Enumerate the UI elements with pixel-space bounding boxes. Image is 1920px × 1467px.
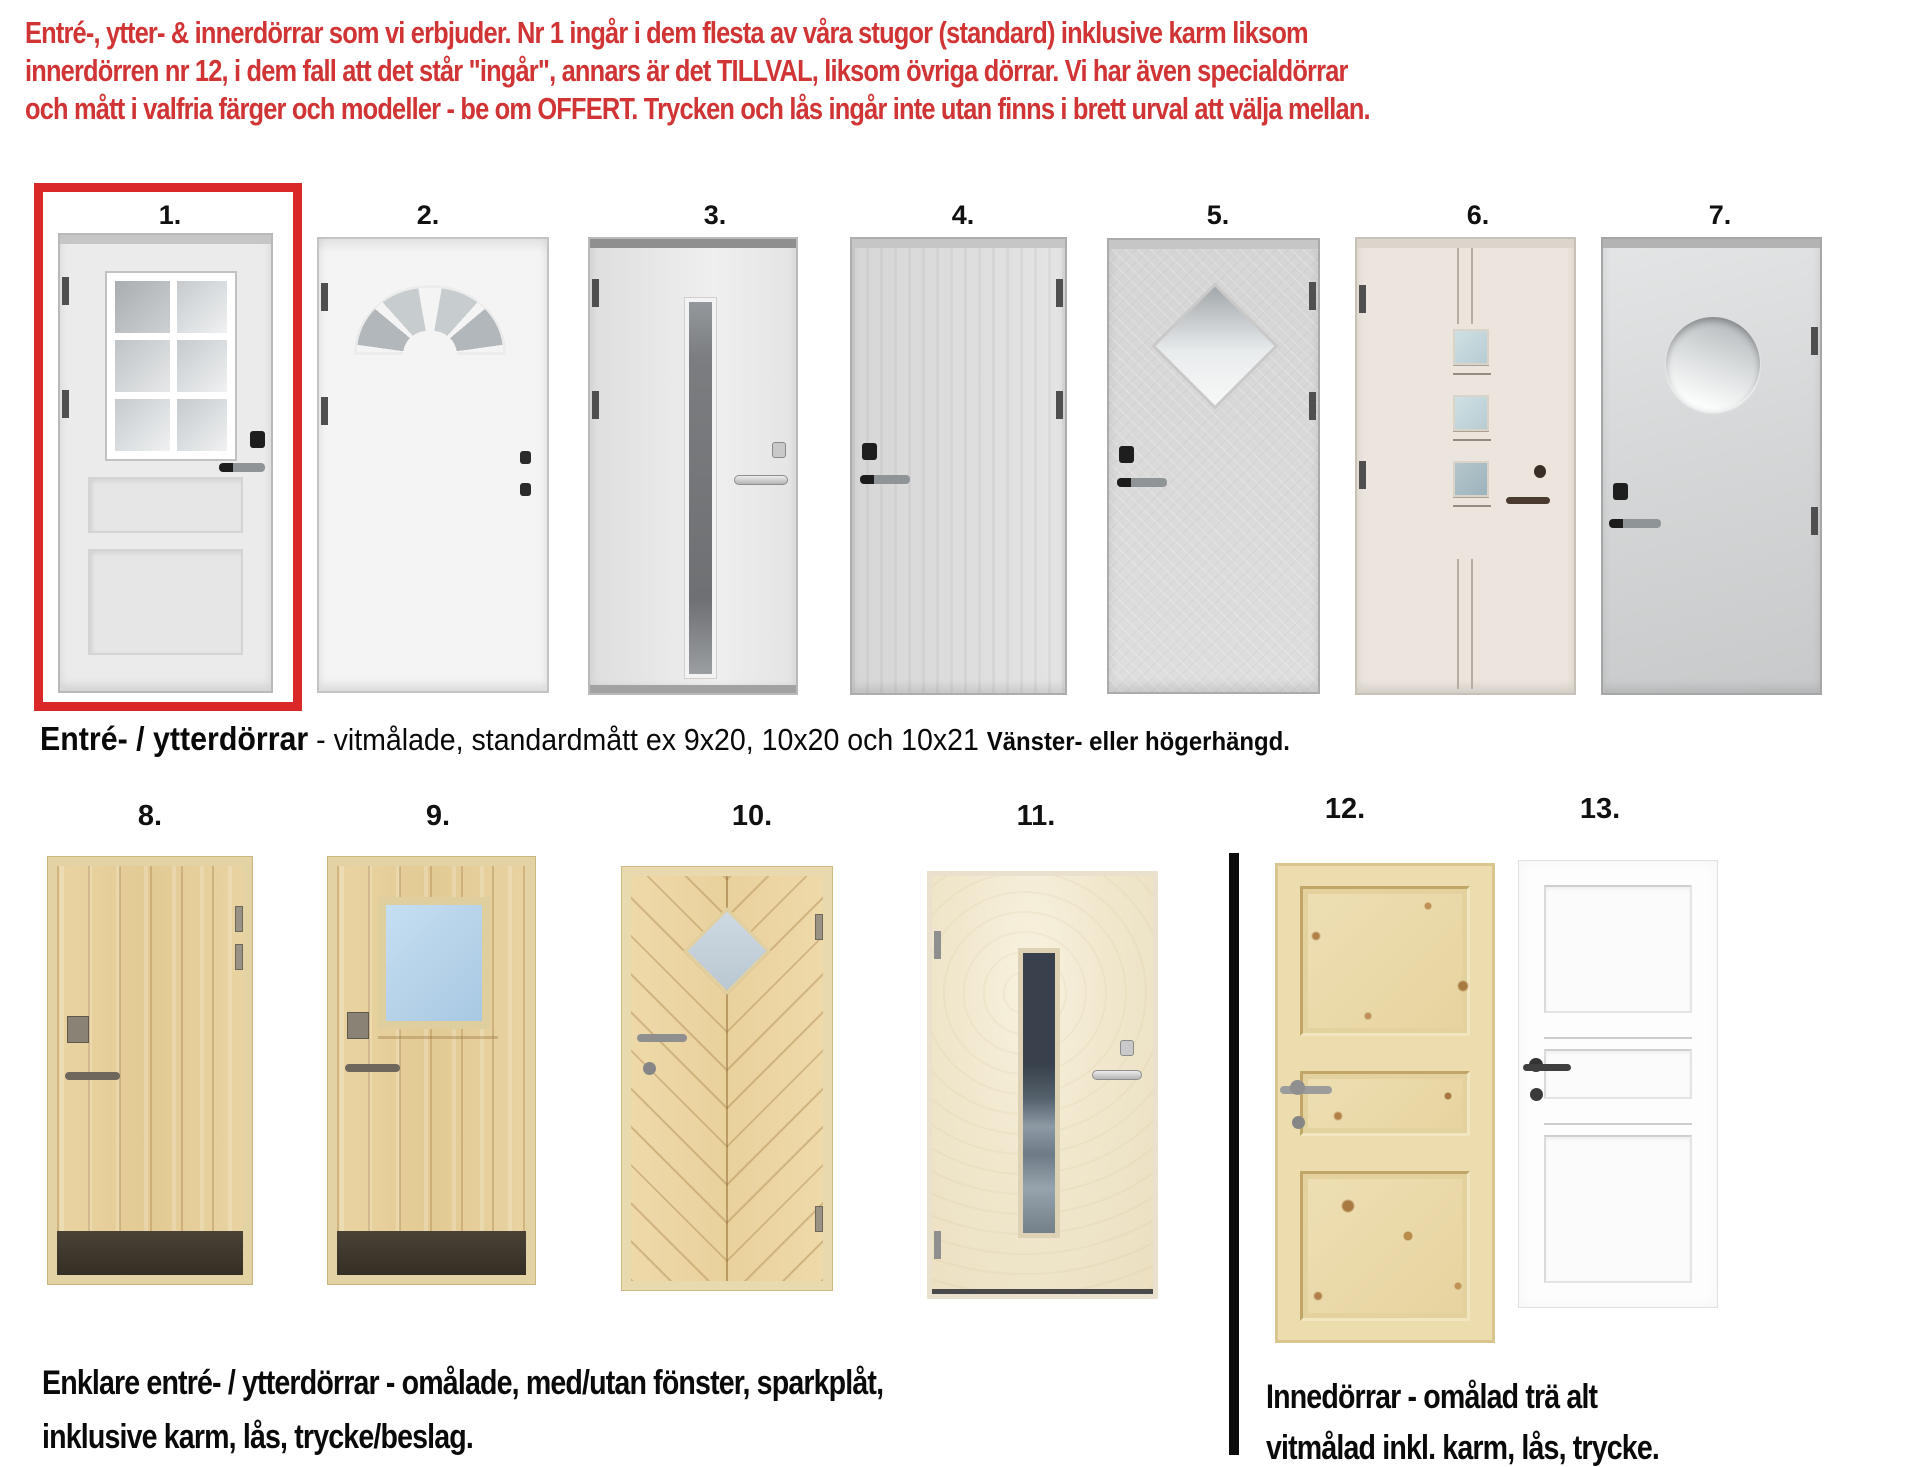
- header-line-2: innerdörren nr 12, i dem fall att det står "ingår", annars är det TILLVAL, liksom övriga dörrar. Vi har även specialdörrar: [25, 53, 1348, 88]
- door-6-number: 6.: [1466, 200, 1490, 230]
- lock-icon: [643, 1062, 656, 1075]
- door-4-image: [850, 237, 1067, 695]
- header-text: [25, 14, 1370, 128]
- square-window: [1453, 461, 1489, 497]
- door-7-number: 7.: [1708, 200, 1732, 230]
- glass: [689, 302, 712, 674]
- row2-caption-left-line2: inklusive karm, lås, trycke/beslag.: [42, 1418, 473, 1456]
- groove-line: [1471, 248, 1473, 324]
- door-frame-bottom: [590, 685, 796, 693]
- door-panel: [1544, 1135, 1692, 1283]
- row2-caption-right-line2: vitmålad inkl. karm, lås, trycke.: [1266, 1429, 1659, 1467]
- hinge-icon: [235, 906, 243, 932]
- hinge-icon: [1056, 279, 1063, 307]
- lock-icon: [1119, 446, 1134, 463]
- hinge-icon: [592, 279, 599, 307]
- lock-icon: [347, 1012, 369, 1039]
- vertical-glass-strip: [684, 297, 717, 679]
- handle-rose-icon: [1290, 1080, 1305, 1095]
- hinge-icon: [592, 391, 599, 419]
- hinge-icon: [1811, 327, 1818, 355]
- hinge-icon: [1811, 507, 1818, 535]
- door-5-number: 5.: [1206, 200, 1230, 230]
- door-5-image: [1107, 238, 1320, 694]
- window-underline: [1453, 505, 1491, 507]
- hinge-icon: [62, 390, 69, 418]
- window-pane: [177, 340, 227, 392]
- section-divider-line: [1229, 853, 1239, 1455]
- hinge-icon: [1056, 391, 1063, 419]
- door-handle-icon: [1609, 519, 1661, 528]
- window-underline: [1453, 439, 1491, 441]
- hinge-icon: [1309, 392, 1316, 420]
- door-handle-icon: [1523, 1064, 1571, 1071]
- door-2-number: 2.: [416, 200, 440, 230]
- door-panel: [1300, 1071, 1470, 1136]
- door-frame-top: [852, 239, 1065, 248]
- door-handle-icon: [345, 1064, 400, 1072]
- door-12-image: [1275, 863, 1495, 1343]
- hinge-icon: [815, 914, 823, 940]
- door-panel: [88, 549, 243, 655]
- lock-icon: [772, 442, 786, 458]
- door-handle-icon: [219, 463, 265, 472]
- hinge-icon: [934, 1231, 941, 1259]
- square-window: [378, 897, 490, 1029]
- door-handle-icon: [1092, 1070, 1142, 1080]
- door-3-number: 3.: [703, 200, 727, 230]
- square-window: [1453, 395, 1489, 431]
- door-8-image: [48, 857, 252, 1284]
- door-6-image: [1355, 237, 1576, 695]
- window-pane: [177, 281, 227, 333]
- lock-icon: [862, 443, 877, 460]
- row1-caption: [40, 720, 1290, 758]
- row2-caption-right-line1: Innedörrar - omålad trä alt: [1266, 1378, 1598, 1416]
- hinge-icon: [815, 1206, 823, 1232]
- hinge-icon: [62, 277, 69, 305]
- window-grid: [115, 281, 227, 451]
- door-frame-top: [1603, 239, 1820, 248]
- door-9-number: 9.: [425, 800, 451, 832]
- vertical-glass-strip: [1018, 948, 1060, 1238]
- door-threshold: [932, 1289, 1153, 1294]
- door-2-image: [317, 237, 549, 693]
- door-panel: [1300, 1171, 1470, 1321]
- window-underline: [1453, 373, 1491, 375]
- door-7-image: [1601, 237, 1822, 695]
- door-handle-icon: [860, 475, 910, 484]
- lock-icon: [250, 431, 265, 448]
- door-panel: [1544, 1049, 1692, 1099]
- window-pane: [115, 281, 170, 333]
- door-3-image: [588, 237, 798, 695]
- groove-line: [1471, 559, 1473, 689]
- door-handle-icon: [65, 1072, 120, 1080]
- row2-caption-right: [1266, 1372, 1659, 1467]
- groove-line: [1544, 1037, 1692, 1039]
- six-pane-window: [105, 271, 237, 461]
- kick-plate: [57, 1231, 243, 1275]
- lock-icon: [1534, 465, 1546, 478]
- hinge-icon: [1359, 461, 1366, 489]
- door-11-number: 11.: [1016, 800, 1056, 832]
- row1-caption-detail: - vitmålade, standardmått ex 9x20, 10x20 och 10x21: [308, 722, 987, 757]
- door-panel: [1300, 886, 1470, 1036]
- groove-line: [1457, 559, 1459, 689]
- door-panel: [1544, 885, 1692, 1013]
- hinge-icon: [321, 397, 328, 425]
- door-handle-icon: [1117, 478, 1167, 487]
- door-frame-top: [60, 235, 271, 244]
- row2-caption-left: [42, 1356, 883, 1464]
- lock-icon: [520, 451, 531, 464]
- lock-icon: [1613, 483, 1628, 500]
- lock-icon: [1292, 1116, 1305, 1129]
- hinge-icon: [1309, 282, 1316, 310]
- groove-line: [1544, 1123, 1692, 1125]
- door-13-image: [1518, 860, 1718, 1308]
- row1-caption-hinge-note: Vänster- eller högerhängd.: [986, 726, 1290, 756]
- door-frame-top: [1109, 240, 1318, 249]
- hinge-icon: [321, 283, 328, 311]
- hinge-icon: [934, 931, 941, 959]
- door-handle-icon: [1506, 497, 1550, 504]
- square-window: [1453, 329, 1489, 365]
- groove-line: [1457, 248, 1459, 324]
- hinge-icon: [1359, 285, 1366, 313]
- door-frame-top: [590, 239, 796, 248]
- door-9-image: [328, 857, 535, 1284]
- door-8-number: 8.: [137, 800, 163, 832]
- row1-caption-title: Entré- / ytterdörrar: [40, 720, 309, 757]
- door-10-image: [622, 867, 832, 1290]
- glass: [1023, 953, 1055, 1233]
- lock-icon: [520, 483, 531, 496]
- door-panel: [88, 477, 243, 533]
- door-13-number: 13.: [1579, 793, 1621, 825]
- row2-caption-left-line1: Enklare entré- / ytterdörrar - omålade, med/utan fönster, sparkplåt,: [42, 1364, 884, 1402]
- door-handle-icon: [734, 475, 788, 485]
- door-1-image: [58, 233, 273, 693]
- fan-window: [354, 285, 506, 355]
- kick-plate: [337, 1231, 526, 1275]
- door-10-number: 10.: [731, 800, 773, 832]
- porthole-window: [1666, 317, 1760, 411]
- header-line-3: och mått i valfria färger och modeller - be om OFFERT. Trycken och lås ingår inte utan finns i brett urval att välja mellan.: [25, 91, 1370, 126]
- door-handle-icon: [637, 1034, 687, 1042]
- door-1-number: 1.: [158, 200, 182, 230]
- lock-icon: [1120, 1040, 1134, 1056]
- hinge-icon: [235, 944, 243, 970]
- window-pane: [115, 399, 170, 451]
- door-frame-top: [1357, 239, 1574, 248]
- header-line-1: Entré-, ytter- & innerdörrar som vi erbjuder. Nr 1 ingår i dem flesta av våra stugor (standard) inklusive karm liksom: [25, 15, 1308, 50]
- window-pane: [177, 399, 227, 451]
- window-pane: [115, 340, 170, 392]
- window-rail: [378, 1036, 498, 1039]
- lock-icon: [1530, 1088, 1543, 1101]
- door-4-number: 4.: [951, 200, 975, 230]
- door-handle-icon: [1280, 1086, 1332, 1094]
- lock-icon: [67, 1016, 89, 1043]
- door-12-number: 12.: [1324, 793, 1366, 825]
- diamond-window: [1156, 287, 1275, 406]
- door-11-image: [927, 871, 1158, 1299]
